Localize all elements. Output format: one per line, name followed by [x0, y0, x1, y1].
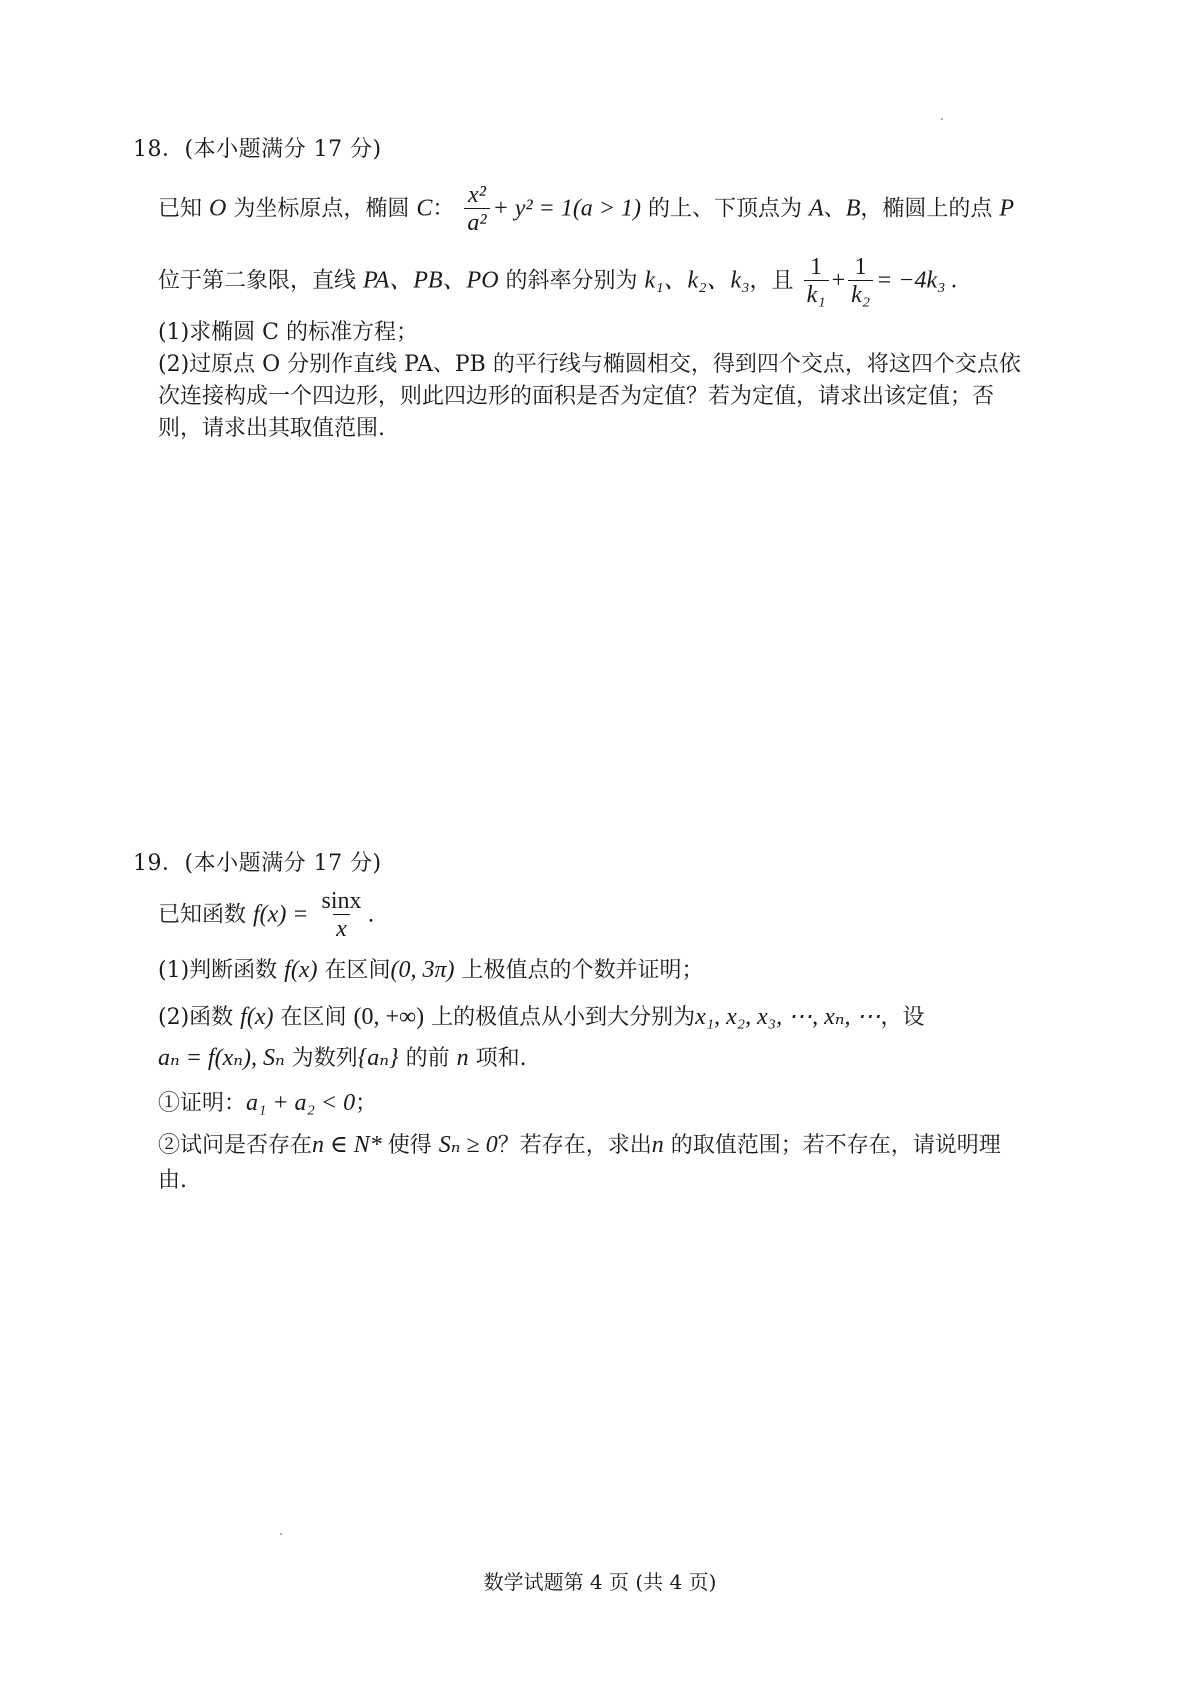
q18-sub-2-c: 则，请求出其取值范围.	[158, 416, 385, 441]
scan-speck	[280, 1533, 282, 1535]
q19-part-2: ②试问是否存在n ∈ N* 使得 Sₙ ≥ 0？若存在，求出n 的取值范围；若不存在，请说明理	[158, 1132, 1001, 1158]
q19-sub-2-b: aₙ = f(xₙ), Sₙ 为数列{aₙ} 的前 n 项和.	[158, 1045, 527, 1071]
q19-line-1: 已知函数 f(x) = $\frac{\sin x}{x}$ .	[158, 888, 375, 942]
slope-fraction-2: $\frac{1}{\text{k₂}}$	[848, 254, 873, 309]
q18-line-2: 位于第二象限，直线 PA、PB、PO 的斜率分别为 k₁、k₂、k₃，且 $\frac{1}{\text{k₁}}$ + $\frac{1}{\text{k₂}}$ = −4k₃ .	[158, 254, 958, 308]
ellipse-fraction: $\frac{\text{x²}}{\text{a²}}$	[464, 182, 489, 237]
q18-line-1: 已知 O 为坐标原点，椭圆 C： $\frac{\text{x²}}{\text{a²}}$ + y² = 1(a > 1) 的上、下顶点为 A、B，椭圆上的点 P	[158, 182, 1015, 236]
q19-sub-1: (1)判断函数 f(x) 在区间(0, 3π) 上极值点的个数并证明；	[158, 957, 704, 983]
page-footer: 数学试题第 4 页 (共 4 页)	[483, 1570, 717, 1594]
q19-sub-2-a: (2)函数 f(x) 在区间 (0, +∞) 上的极值点从小到大分别为x₁, x₂, x₃, ⋯, xₙ, ⋯，设	[158, 1004, 925, 1030]
q18-sub-1: (1)求椭圆 C 的标准方程；	[158, 320, 418, 345]
q18-sub-2-b: 次连接构成一个四边形，则此四边形的面积是否为定值？若为定值，请求出该定值；否	[158, 384, 995, 409]
q19-header: 19．(本小题满分 17 分)	[133, 851, 382, 876]
q18-header: 18．(本小题满分 17 分)	[133, 137, 382, 162]
q19-part-1: ①证明：a₁ + a₂ < 0；	[158, 1090, 378, 1116]
q19-part-2-cont: 由.	[158, 1168, 187, 1193]
slope-fraction-1: $\frac{1}{\text{k₁}}$	[804, 254, 829, 309]
scan-speck	[941, 118, 943, 120]
function-fraction: $\frac{\sin x}{x}$	[321, 888, 362, 942]
q18-sub-2-a: (2)过原点 O 分别作直线 PA、PB 的平行线与椭圆相交，得到四个交点，将这四个交点依	[158, 352, 1021, 377]
